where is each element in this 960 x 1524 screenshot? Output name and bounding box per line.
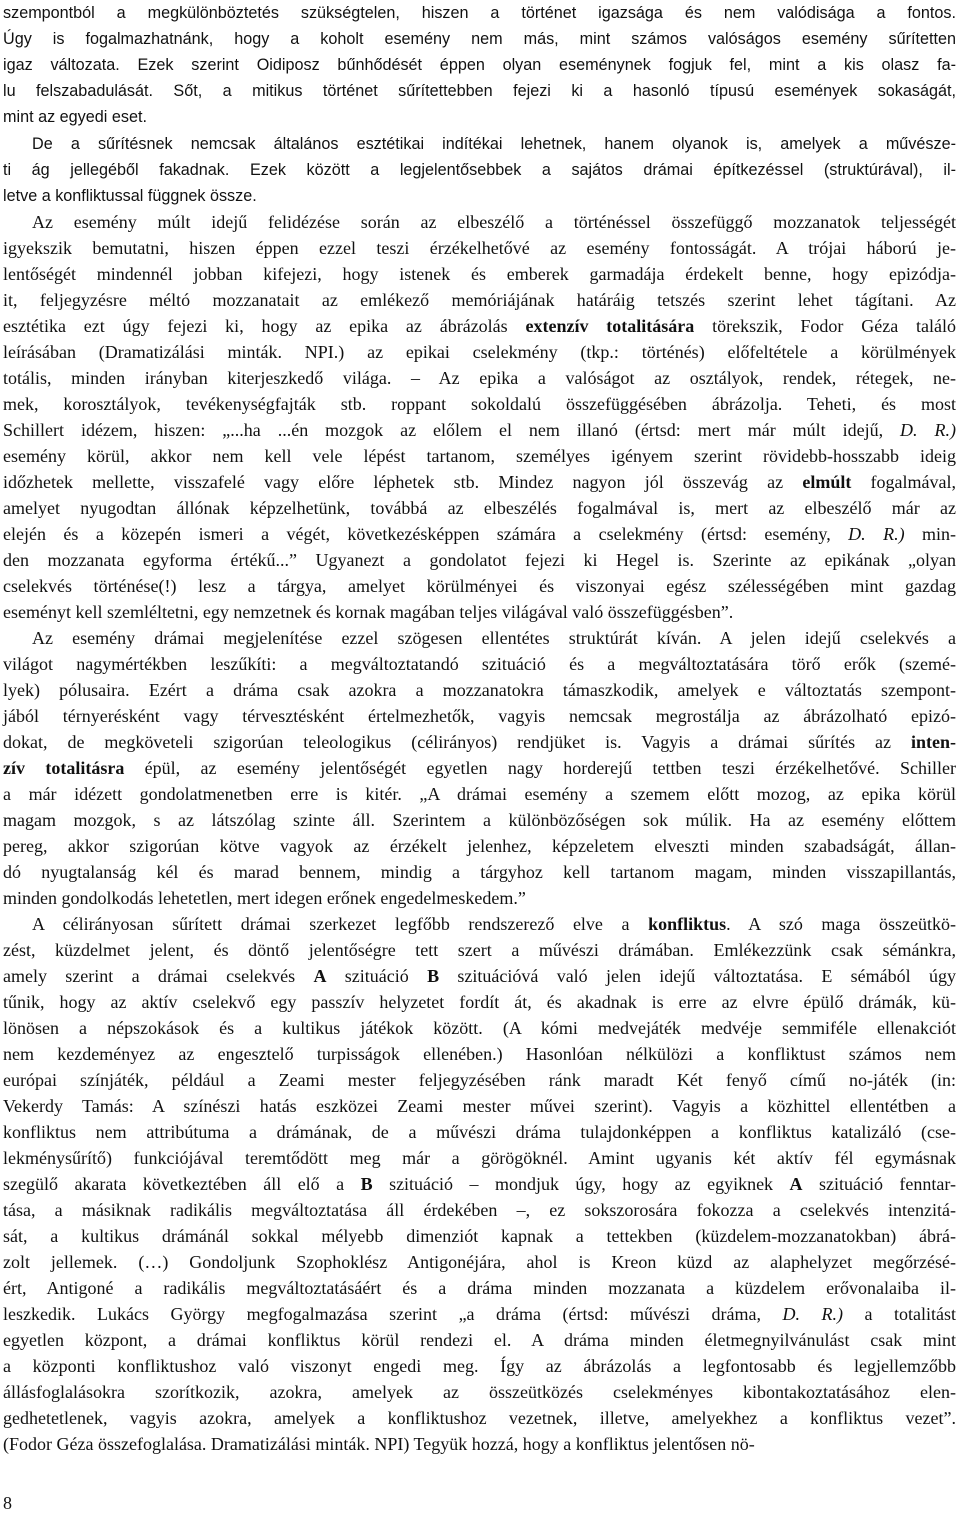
text-line xyxy=(3,0,956,26)
text-line xyxy=(3,365,956,391)
text-run: fogalmával, xyxy=(851,472,957,492)
text-run: it, feljegyzésre méltó mozzanatait az emlékező memóriájának határáig tetszés szerint lehet tágítani. Az xyxy=(3,290,956,310)
text-run: a totalitást xyxy=(843,1304,956,1324)
text-run: eseményt kell szemléltetni, egy nemzetnek és kornak magában teljes világával való összefüggésben”. xyxy=(3,602,734,622)
text-run: konfliktus nem attribútuma a drámának, de a művészi dráma tulajdonképpen a konfliktus katalizáló (cse- xyxy=(3,1122,956,1142)
text-line xyxy=(3,78,956,104)
text-run: Vekerdy Tamás: A színészi hatás eszközei Zeami mester művei szerint). Vagyis a közhittel ellentétben a xyxy=(3,1096,956,1116)
text-line xyxy=(3,677,956,703)
text-run: lönösen a népszokások és a kultikus játékok között. (A kómi medvejáték medvéje semmiféle ellenakciót xyxy=(3,1018,956,1038)
text-line xyxy=(3,963,956,989)
text-run: mint az egyedi eset. xyxy=(3,108,147,126)
text-run: zolt jellemek. (…) Gondoljunk Szophoklész Antigonéjára, ahol is Kreon küzd az alaphelyzet megőrzésé- xyxy=(3,1252,956,1272)
text-line xyxy=(3,989,956,1015)
text-line xyxy=(3,1145,956,1171)
text-line xyxy=(3,1119,956,1145)
text-line xyxy=(3,1197,956,1223)
text-line xyxy=(3,1093,956,1119)
text-line xyxy=(3,1431,956,1457)
text-run: . A szó maga összeütkö- xyxy=(726,914,956,934)
text-line xyxy=(3,573,956,599)
text-run: igyekszik bemutatni, hiszen éppen ezzel teszi érzékelhetővé az esemény fontosságát. A trójai háború je- xyxy=(3,238,956,258)
text-line xyxy=(3,1353,956,1379)
bold-text: A xyxy=(789,1174,803,1194)
text-line xyxy=(3,391,956,417)
text-run: európai színjáték, például a Zeami mester feljegyzésében ránk maradt Két fenyő című no-játék (in: xyxy=(3,1070,956,1090)
page-number: 8 xyxy=(3,1493,12,1513)
text-run: igaz változata. Ezek szerint Oidiposz bűnhődését éppen olyan eseménynek fogjuk fel, mint a kis olasz fa- xyxy=(3,56,956,74)
text-run: den mozzanata egyforma értékű...” Ugyanezt a gondolatot fejezi ki Hegel is. Szerinte az epikának „olyan xyxy=(3,550,956,570)
text-run: jából térnyerésként vagy térvesztésként értelmezhetők, vagyis nemcsak megrostálja az ábrázolható epizó- xyxy=(3,706,956,726)
paragraph-conflict xyxy=(3,911,956,1457)
text-line xyxy=(3,261,956,287)
text-line xyxy=(3,1041,956,1067)
text-run: tása, a másiknak radikális megváltoztatása áll érdekében –, ez sokszorosára fokozza a cselekvés intenzitá- xyxy=(3,1200,956,1220)
text-run: ti ág jellegéből fakadnak. Ezek között a legjelentősebbek a sajátos drámai építkezéssel (struktúrával), il- xyxy=(3,161,956,179)
text-run: dokat, de megköveteli szigorúan teleologikus (célirányos) rendjüket is. Vagyis a drámai sűrítés az xyxy=(3,732,911,752)
paragraph-epic-totality xyxy=(3,209,956,625)
text-line xyxy=(3,495,956,521)
text-run: leírásában (Dramatizálási minták. NPI.) az epikai cselekmény (tkp.: történés) előfeltétele a körülmények xyxy=(3,342,956,362)
text-run: időzhetek mellette, visszafelé vagy előre léphetek stb. Mindez nagyon jól összevág az xyxy=(3,472,803,492)
text-run: lentőségét mindennél jobban kifejezi, hogy istenek és emberek garmadája érdekelt benne, hogy epizódja- xyxy=(3,264,956,284)
paragraph-sufficiency xyxy=(3,0,956,130)
text-run: totális, minden irányban kiterjeszkedő világa. – Az epika a valóságot az osztályok, rendek, rétegek, ne- xyxy=(3,368,956,388)
bold-text: A xyxy=(313,966,327,986)
text-run: Az esemény múlt idejű felidézése során az elbeszélő a történéssel összefüggő mozzanatok teljességét xyxy=(32,212,956,232)
text-line xyxy=(3,104,956,130)
text-run: A célirányosan sűrített drámai szerkezet legfőbb rendszerező elve a xyxy=(32,914,649,934)
text-line xyxy=(3,1223,956,1249)
text-run: elején és a közepén ismeri a végét, következésképpen számára a cselekmény (értsd: esemény, xyxy=(3,524,849,544)
text-line xyxy=(3,859,956,885)
text-run: (Fodor Géza összefoglalása. Dramatizálási minták. NPI) Tegyük hozzá, hogy a konfliktus jelentősen nö- xyxy=(3,1434,755,1454)
italic-text: D. R.) xyxy=(900,420,956,440)
text-line xyxy=(3,183,956,209)
text-run: letve a konfliktussal függnek össze. xyxy=(3,187,257,205)
text-line xyxy=(3,1067,956,1093)
text-line xyxy=(3,729,956,755)
text-run: min- xyxy=(904,524,956,544)
text-run: világot nagymértékben leszűkíti: a megváltoztatandó szituáció és a megváltoztatására törő erők (szemé- xyxy=(3,654,956,674)
text-run: dó nyugtalanság kél és marad bennem, mindig a tárgyhoz kell tartanom magam, minden visszapillantás, xyxy=(3,862,956,882)
text-line xyxy=(3,1301,956,1327)
text-line xyxy=(3,1249,956,1275)
bold-text: zív totalitásra xyxy=(3,758,125,778)
text-run: Az esemény drámai megjelenítése ezzel szögesen ellentétes struktúrát kíván. A jelen idejű cselekvés a xyxy=(32,628,956,648)
italic-text: D. R.) xyxy=(782,1304,843,1324)
text-line xyxy=(3,1327,956,1353)
text-run: ért, Antigoné a radikális megváltoztatásáért és a dráma minden mozzanata a küzdelem erővonalaiba il- xyxy=(3,1278,956,1298)
text-line xyxy=(3,1015,956,1041)
text-run: nem kezdeményez az engesztelő turpisságok ellenében.) Hasonlóan nélkülözi a konfliktust számos nem xyxy=(3,1044,956,1064)
text-run: szituációvá való jelen idejű változtatása. E sémából úgy xyxy=(439,966,956,986)
text-run: szituáció fenntar- xyxy=(802,1174,957,1194)
text-line xyxy=(3,157,956,183)
text-line xyxy=(3,521,956,547)
text-run: szituáció xyxy=(326,966,428,986)
text-line xyxy=(3,885,956,911)
text-line xyxy=(3,807,956,833)
text-line xyxy=(3,339,956,365)
text-line xyxy=(3,937,956,963)
text-line xyxy=(3,469,956,495)
bold-text: inten- xyxy=(911,732,956,752)
text-run: zést, küzdelmet jelent, és döntő jelentőségre tett szert a művészi drámában. Emlékezzünk csak sémánkra, xyxy=(3,940,956,960)
bold-text: B xyxy=(360,1174,373,1194)
text-line xyxy=(3,313,956,339)
italic-text: D. R.) xyxy=(848,524,905,544)
bold-text: konfliktus xyxy=(648,914,727,934)
text-run: tűnik, hogy az aktív cselekvő egy passzív helyzetet fordít át, és akadnak is erre az elvre épülő drámák, kü- xyxy=(3,992,956,1012)
text-line xyxy=(3,1171,956,1197)
text-run: lu felszabadulását. Sőt, a mitikus történet sűrítettebben fejezi ki a hasonló típusú események sokaságát, xyxy=(3,82,956,100)
text-run: esemény körül, akkor nem kell vele lépést tartanom, személyes igényem szerint rövidebb-hosszabb ideig xyxy=(3,446,956,466)
text-run: cselekvés történése(!) lesz a tárgya, amelyet körülményei és viszonyai egész szélességében mint gazdag xyxy=(3,576,956,596)
text-run: Schillert idézem, hiszen: „...ha ...én mozgok az előlem el nem illanó (értsd: mert már múlt idejű, xyxy=(3,420,901,440)
text-run: De a sűrítésnek nemcsak általános esztétikai indítékai lehetnek, hanem olyanok is, amelyek a művésze- xyxy=(32,135,956,153)
text-run: a már idézett gondolatmenetben erre is kitér. „A drámai esemény a szemem előtt mozog, az epika körül xyxy=(3,784,956,804)
bold-text: B xyxy=(427,966,440,986)
text-line xyxy=(3,651,956,677)
bold-text: elmúlt xyxy=(802,472,852,492)
text-line xyxy=(3,235,956,261)
text-run: állásfoglalásokra szorítkozik, azokra, amelyek az összeütközés cselekményes kibontakoztatásához elen- xyxy=(3,1382,956,1402)
text-line xyxy=(3,287,956,313)
text-line xyxy=(3,1405,956,1431)
text-run: minden gondolkodás lehetetlen, mert idegen erőnek engedelmeskedem.” xyxy=(3,888,526,908)
text-run: leszkedik. Lukács György megfogalmazása szerint „a dráma (értsd: művészi dráma, xyxy=(3,1304,783,1324)
text-run: lyek) pólusaira. Ezért a dráma csak azokra a mozzanatokra támaszkodik, amelyek e változtatás szempont- xyxy=(3,680,956,700)
text-run: Úgy is fogalmazhatnánk, hogy a koholt esemény nem más, mint számos valóságos esemény sűrítetten xyxy=(3,30,956,48)
text-line xyxy=(3,1379,956,1405)
text-run: mek, korosztályok, tevékenységfajták stb. roppant sokoldalú összefüggésében ábrázolja. Teheti, és most xyxy=(3,394,956,414)
text-line xyxy=(3,625,956,651)
text-run: szempontból a megkülönböztetés szükségtelen, hiszen a történet igazsága és nem valódisága a fontos. xyxy=(3,4,956,22)
text-line xyxy=(3,833,956,859)
text-line xyxy=(3,52,956,78)
text-line xyxy=(3,209,956,235)
text-line xyxy=(3,1275,956,1301)
text-run: amely szerint a drámai cselekvés xyxy=(3,966,314,986)
text-run: amelyet nyugodtan állónak képzelhetünk, továbbá az elbeszélés fogalmával is, mert az elbeszélő már az xyxy=(3,498,956,518)
text-line xyxy=(3,911,956,937)
text-run: a központi konfliktushoz való viszonyt engedi meg. Így az ábrázolás a legfontosabb és legjellemzőbb xyxy=(3,1356,956,1376)
text-run: szituáció – mondjuk úgy, hogy az egyiknek xyxy=(372,1174,790,1194)
text-run: épül, az esemény jelentőségét egyetlen nagy horderejű tettben teszi érzékelhetővé. Schiller xyxy=(124,758,956,778)
text-run: magam mozgok, s az látszólag szinte áll. Szerintem a különbözőségen sok múlik. Ha az esemény előttem xyxy=(3,810,956,830)
text-run: pereg, akkor szigorúan kötve vagyok az érzékelt jelenhez, képzeletem elveszti minden szabadságát, állan- xyxy=(3,836,956,856)
text-run: gedhetetlenek, vagyis azokra, amelyek a konfliktushoz vezetnek, illetve, amelyekhez a konfliktus vezet”. xyxy=(3,1408,956,1428)
text-run: törekszik, Fodor Géza találó xyxy=(694,316,957,336)
paragraph-dramatic-structure xyxy=(3,625,956,911)
text-line xyxy=(3,755,956,781)
text-line xyxy=(3,131,956,157)
text-line xyxy=(3,417,956,443)
text-run: sát, a kultikus drámánál sokkal mélyebb dimenziót kapnak a tettekben (küzdelem-mozzanatokban) ábrá- xyxy=(3,1226,956,1246)
paragraph-condensation-motives xyxy=(3,131,956,209)
text-run: lekménysűrítő) funkciójával teremtődött meg már a görögöknél. Amint ugyanis két aktív fél egymásnak xyxy=(3,1148,956,1168)
text-line xyxy=(3,781,956,807)
text-line xyxy=(3,443,956,469)
text-line xyxy=(3,599,956,625)
bold-text: extenzív totalitására xyxy=(525,316,695,336)
text-run: esztétika ezt úgy fejezi ki, hogy az epika az ábrázolás xyxy=(3,316,526,336)
text-line xyxy=(3,703,956,729)
text-run: egyetlen központ, a drámai konfliktus körül rendezi el. A dráma minden életmegnyilvánulást csak mint xyxy=(3,1330,956,1350)
text-line xyxy=(3,26,956,52)
text-run: szegülő akarata következtében áll elő a xyxy=(3,1174,361,1194)
text-line xyxy=(3,547,956,573)
